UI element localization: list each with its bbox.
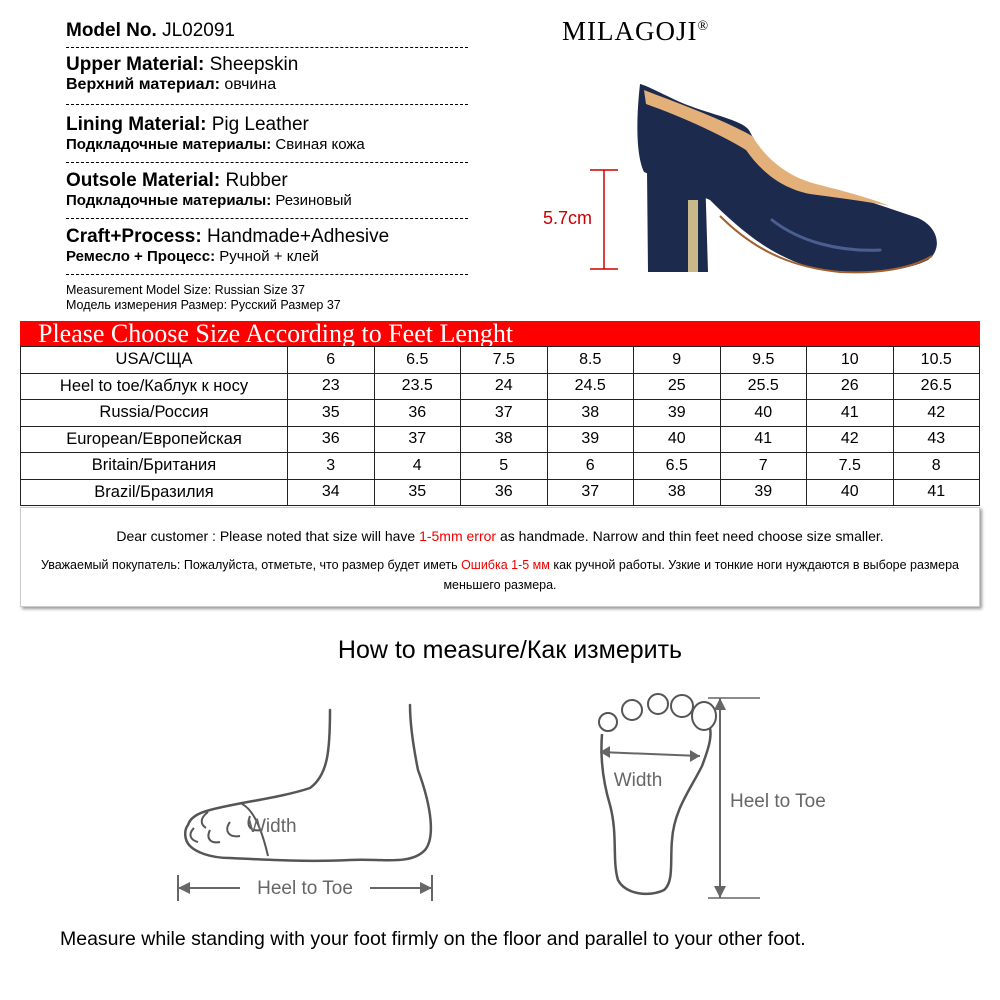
spec-outsole-label: Outsole Material:	[66, 170, 221, 191]
spec-model	[66, 20, 468, 48]
notice-ru-error: Ошибка 1-5 мм	[461, 558, 550, 572]
size-cell: 36	[374, 400, 461, 427]
size-cell: 9.5	[720, 347, 807, 374]
size-row	[21, 347, 980, 374]
size-row-label: Russia/Россия	[21, 400, 288, 427]
size-cell: 37	[461, 400, 548, 427]
registered-mark: ®	[697, 19, 710, 34]
spec-craft-value: Handmade+Adhesive	[206, 226, 390, 247]
size-cell: 39	[547, 426, 634, 453]
notice-en-error: 1-5mm error	[419, 528, 497, 544]
spec-outsole-ru-label: Подкладочные материалы:	[66, 192, 272, 209]
heel-metal-plate	[688, 200, 698, 272]
size-row	[21, 479, 980, 506]
size-chart-rows	[21, 347, 980, 506]
size-cell: 6.5	[374, 347, 461, 374]
spec-model-value: JL02091	[162, 20, 235, 41]
size-cell: 39	[720, 479, 807, 506]
size-chart-banner: Please Choose Size According to Feet Lenght	[20, 321, 980, 346]
measurement-model-size: Measurement Model Size: Russian Size 37	[66, 283, 306, 297]
spec-craft-label: Craft+Process:	[66, 226, 202, 247]
size-cell: 37	[547, 479, 634, 506]
how-to-measure-title: How to measure/Как измерить	[337, 636, 683, 664]
size-row-label: Brazil/Бразилия	[21, 479, 288, 506]
size-cell: 35	[288, 400, 375, 427]
size-cell: 40	[634, 426, 721, 453]
toe-3	[648, 694, 668, 714]
size-cell: 40	[807, 479, 894, 506]
side-foot-diagram	[150, 690, 450, 910]
size-cell: 39	[634, 400, 721, 427]
size-cell: 36	[461, 479, 548, 506]
size-cell: 42	[807, 426, 894, 453]
customer-notice	[20, 507, 980, 607]
top-width-line	[600, 752, 700, 756]
spec-upper-ru-value: овчина	[224, 76, 277, 93]
size-cell: 40	[720, 400, 807, 427]
notice-en	[21, 528, 979, 544]
size-cell: 25	[634, 373, 721, 400]
notice-ru-pre: Уважаемый покупатель: Пожалуйста, отметьте, что размер будет иметь	[40, 558, 462, 572]
size-cell: 7.5	[807, 453, 894, 480]
size-cell: 4	[374, 453, 461, 480]
size-row-label: Heel to toe/Каблук к носу	[21, 373, 288, 400]
side-heel-toe-label: Heel to Toe	[257, 878, 353, 899]
size-cell: 42	[893, 400, 980, 427]
measure-instruction: Measure while standing with your foot firmly on the floor and parallel to your other foot.	[60, 928, 806, 950]
side-foot-outline	[185, 705, 431, 861]
size-cell: 10.5	[893, 347, 980, 374]
spec-outsole	[66, 170, 468, 219]
shoe-photo	[540, 60, 960, 300]
size-cell: 37	[374, 426, 461, 453]
size-cell: 5	[461, 453, 548, 480]
size-cell: 36	[288, 426, 375, 453]
spec-upper	[66, 54, 468, 105]
size-row-label: Britain/Британия	[21, 453, 288, 480]
size-row	[21, 400, 980, 427]
size-cell: 8.5	[547, 347, 634, 374]
size-cell: 25.5	[720, 373, 807, 400]
toe-1	[599, 713, 617, 731]
spec-outsole-value: Rubber	[225, 170, 288, 191]
spec-lining	[66, 114, 468, 163]
size-row	[21, 426, 980, 453]
size-cell: 38	[461, 426, 548, 453]
measurement-model-size-ru: Модель измерения Размер: Русский Размер 37	[66, 298, 341, 312]
spec-lining-ru-label: Подкладочные материалы:	[66, 136, 272, 153]
size-cell: 6	[288, 347, 375, 374]
toe-4	[671, 695, 693, 717]
side-right-arrow	[420, 882, 432, 894]
top-width-label: Width	[613, 770, 663, 791]
size-cell: 38	[634, 479, 721, 506]
size-cell: 41	[893, 479, 980, 506]
notice-en-pre: Dear customer : Please noted that size will have	[116, 528, 420, 544]
size-cell: 9	[634, 347, 721, 374]
size-row	[21, 453, 980, 480]
size-cell: 6	[547, 453, 634, 480]
size-row	[21, 373, 980, 400]
spec-craft	[66, 226, 468, 275]
size-cell: 26.5	[893, 373, 980, 400]
spec-lining-label: Lining Material:	[66, 114, 207, 135]
size-cell: 7.5	[461, 347, 548, 374]
brand-name: MILAGOJI	[562, 16, 698, 46]
notice-ru	[21, 555, 979, 595]
spec-upper-ru-label: Верхний материал:	[66, 76, 220, 93]
spec-lining-value: Pig Leather	[211, 114, 309, 135]
size-cell: 41	[807, 400, 894, 427]
size-cell: 35	[374, 479, 461, 506]
size-cell: 41	[720, 426, 807, 453]
top-length-down-arrow	[714, 886, 726, 898]
spec-outsole-ru-value: Резиновый	[275, 192, 352, 209]
spec-lining-ru-value: Свиная кожа	[275, 136, 365, 153]
spec-upper-value: Sheepskin	[209, 54, 299, 75]
size-cell: 3	[288, 453, 375, 480]
size-row-label: USA/СЩА	[21, 347, 288, 374]
spec-upper-label: Upper Material:	[66, 54, 205, 75]
size-cell: 8	[893, 453, 980, 480]
top-length-up-arrow	[714, 698, 726, 710]
size-cell: 6.5	[634, 453, 721, 480]
notice-ru-post: как ручной работы. Узкие и тонкие ноги нуждаются в выборе размера меньшего размера.	[443, 558, 959, 592]
heel-height-label: 5.7cm	[543, 208, 593, 228]
top-foot-diagram	[590, 690, 870, 910]
brand-logo	[562, 16, 709, 47]
size-cell: 34	[288, 479, 375, 506]
size-cell: 23.5	[374, 373, 461, 400]
size-cell: 38	[547, 400, 634, 427]
notice-en-post: as handmade. Narrow and thin feet need choose size smaller.	[496, 528, 884, 544]
toe-5	[692, 702, 716, 730]
size-cell: 23	[288, 373, 375, 400]
spec-craft-ru-label: Ремесло + Процесс:	[66, 248, 216, 265]
size-cell: 7	[720, 453, 807, 480]
size-row-label: European/Европейская	[21, 426, 288, 453]
spec-model-label: Model No.	[66, 20, 157, 41]
size-chart-table	[20, 346, 980, 506]
toe-2	[622, 700, 642, 720]
top-heel-toe-label: Heel to Toe	[730, 791, 826, 812]
spec-craft-ru-value: Ручной + клей	[219, 248, 319, 265]
size-cell: 24	[461, 373, 548, 400]
size-cell: 10	[807, 347, 894, 374]
size-cell: 24.5	[547, 373, 634, 400]
side-width-label: Width	[248, 816, 297, 837]
size-cell: 43	[893, 426, 980, 453]
top-width-right-arrow	[690, 750, 700, 762]
size-cell: 26	[807, 373, 894, 400]
side-left-arrow	[178, 882, 190, 894]
